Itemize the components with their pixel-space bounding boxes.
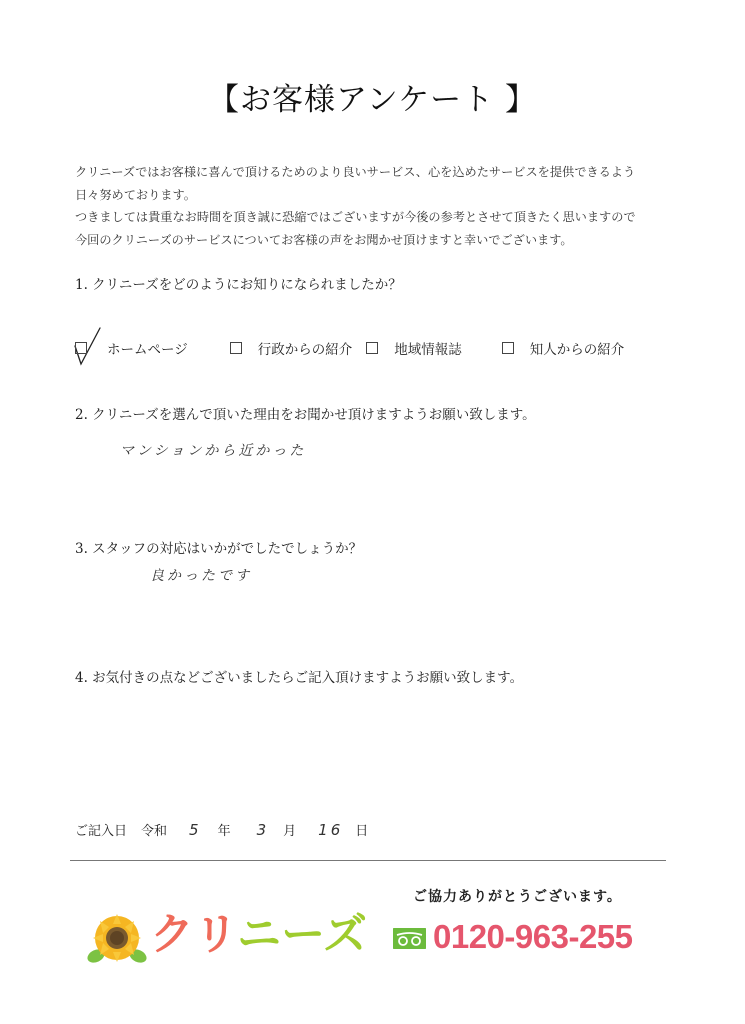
date-month[interactable]: 3 [256,821,270,839]
option-local-magazine[interactable] [366,338,462,358]
thanks-message: ご協力ありがとうございます。 [413,889,622,905]
date-year-unit: 年 [217,824,231,839]
checkbox-government-referral[interactable] [230,342,242,354]
option-label: 行政からの紹介 [257,342,353,358]
date-month-unit: 月 [283,824,297,839]
question-1-options [75,338,624,358]
intro-line: 日々努めております。 [75,187,196,202]
question-4-label: 4. お気付きの点などございましたらご記入頂けますようお願い致します。 [75,670,524,686]
intro-line: つきましては貴重なお時間を頂き誠に恐縮ではございますが今後の参考とさせて頂きたく思いますので [75,210,636,224]
survey-title: 【お客様アンケート 】 [208,82,537,118]
question-2-label: 2. クリニーズを選んで頂いた理由をお聞かせ頂けますようお願い致します。 [75,407,536,423]
option-government-referral[interactable] [230,338,353,358]
sunflower-icon [86,910,148,968]
phone-number[interactable]: 0120-963-255 [433,918,633,955]
option-homepage[interactable] [75,338,188,358]
date-day[interactable]: 16 [318,821,344,839]
checkbox-homepage[interactable] [75,342,87,354]
free-dial-icon [393,928,426,949]
question-3-label: 3. スタッフの対応はいかがでしたでしょうか？ [75,541,363,557]
option-label: ホームページ [107,342,188,358]
brand-char: ー [281,909,323,960]
divider [70,860,666,861]
option-label: 知人からの紹介 [529,342,625,358]
brand-char: ク [150,909,194,960]
intro-line: 今回のクリニーズのサービスについてお客様の声をお聞かせ頂けますと幸いでございます。 [75,232,573,247]
intro-line: クリニーズではお客様に喜んで頂けるためのより良いサービス、心を込めたサービスを提供できるよう [75,165,636,179]
option-acquaintance-referral[interactable] [502,338,625,358]
brand-char: リ [194,909,238,960]
brand-char: ニ [237,909,282,960]
date-era: 令和 [141,824,168,839]
question-1-label: 1. クリニーズをどのようにお知りになられましたか？ [75,277,402,293]
question-2-answer[interactable]: マンションから近かった [120,443,307,459]
date-day-unit: 日 [355,824,369,839]
intro-paragraph [75,161,636,251]
brand-char: ズ [322,909,367,960]
date-year[interactable]: 5 [189,821,202,839]
entry-date [75,820,368,839]
question-3-answer[interactable]: 良かったです [150,568,252,584]
date-label: ご記入日 [75,824,128,839]
checkbox-acquaintance-referral[interactable] [502,342,514,354]
brand-logo-text [150,905,367,965]
option-label: 地域情報誌 [394,342,462,358]
checkbox-local-magazine[interactable] [366,342,378,354]
